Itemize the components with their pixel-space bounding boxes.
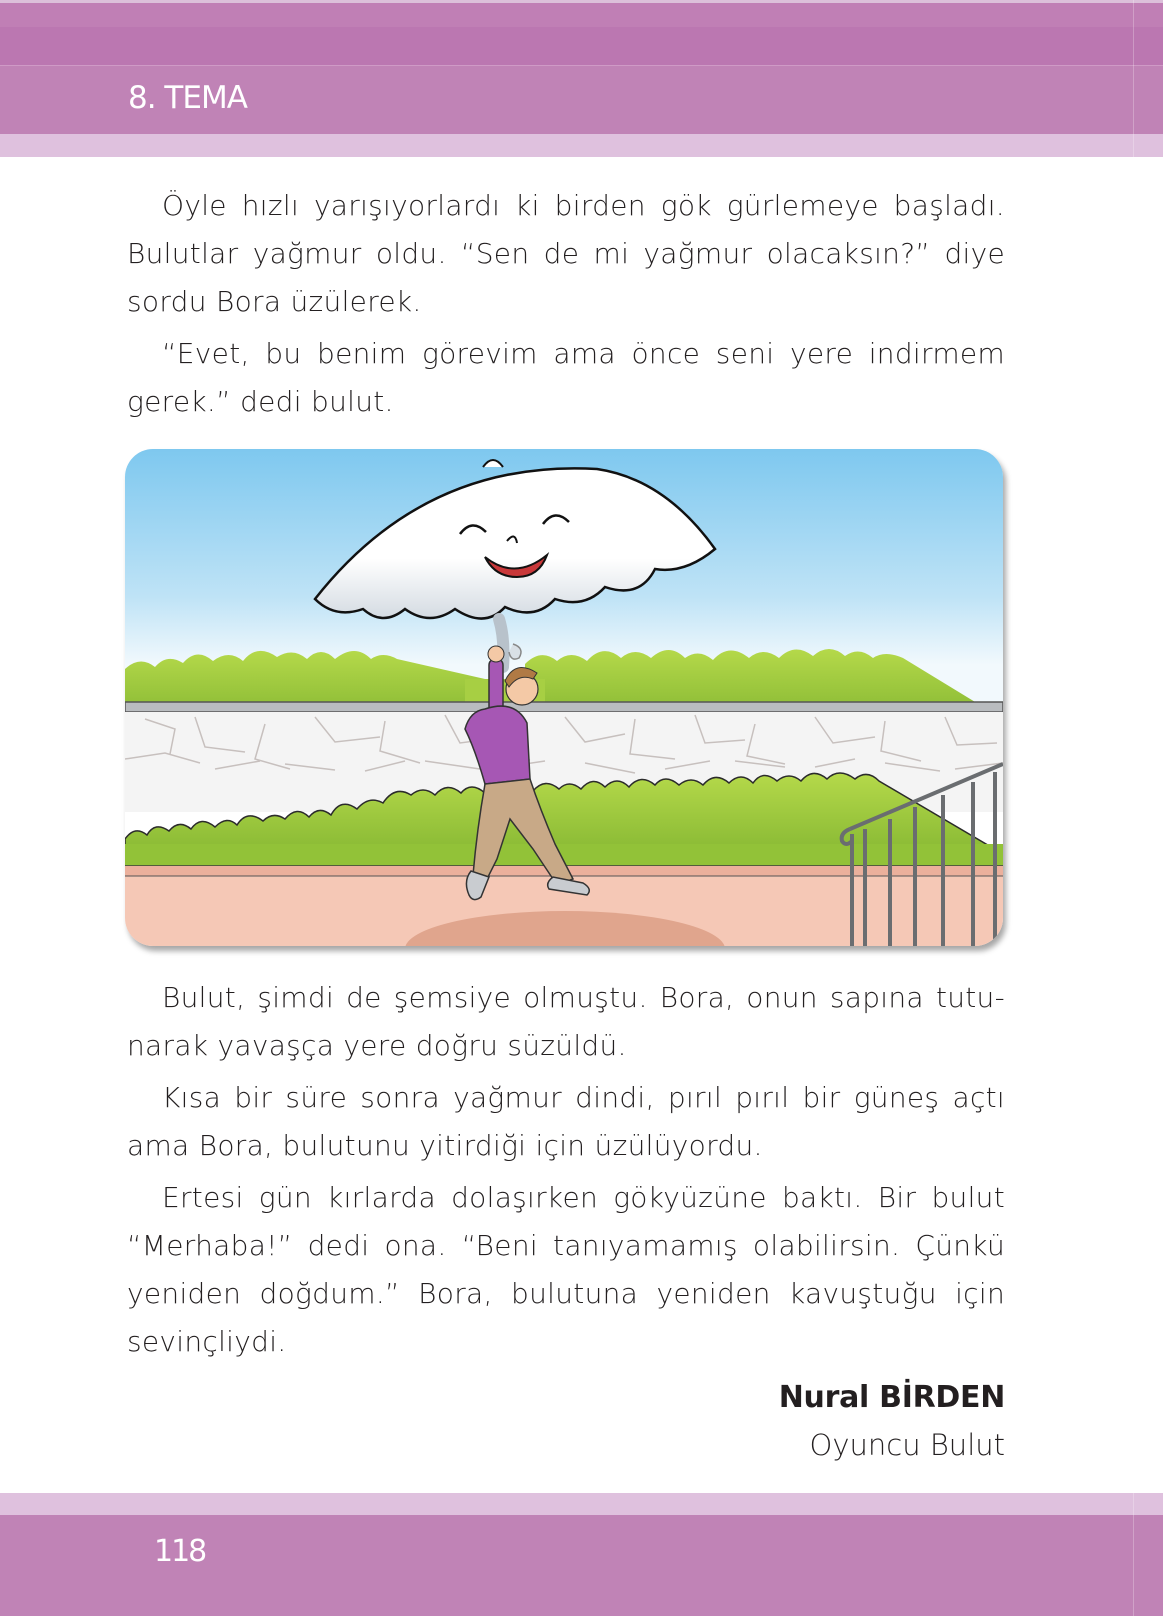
theme-title: 8. TEMA [128, 80, 247, 116]
footer-light-band [0, 1493, 1163, 1515]
story-paragraph: “Evet, bu benim görevim ama önce seni yere indirmem gerek.” dedi bulut. [127, 337, 1005, 418]
story-title: Oyuncu Bulut [809, 1428, 1005, 1462]
story-illustration [125, 449, 1003, 946]
header-band-2 [0, 27, 1163, 66]
header-light-band [0, 134, 1163, 157]
story-paragraph: Ertesi gün kırlarda dolaşırken gökyüzüne baktı. Bir bulut “Merhaba!” dedi ona. “Beni tanıyamamış olabilirsin. Çünkü yeniden doğdum.” Bora, bulutuna yeniden kavuştuğu için sevinçliydi. [127, 1181, 1005, 1358]
page-number: 118 [154, 1534, 206, 1569]
story-paragraph: Öyle hızlı yarışıyorlardı ki birden gök gürlemeye başladı. Bulutlar yağmur oldu. “Sen de mi yağmur olacaksın?” diye sordu Bora üzülerek. [127, 189, 1005, 318]
story-author: Nural BİRDEN [778, 1380, 1005, 1415]
story-text-bottom [127, 974, 1005, 1366]
story-text-top [127, 182, 1005, 426]
header-band-1 [0, 3, 1163, 27]
story-paragraph: Bulut, şimdi de şemsiye olmuştu. Bora, onun sapına tutu-narak yavaşça yere doğru süzüldü. [127, 981, 1005, 1062]
header-guide-line [1133, 0, 1134, 157]
story-paragraph: Kısa bir süre sonra yağmur dindi, pırıl pırıl bir güneş açtı ama Bora, bulutunu yitirdiği için üzülüyordu. [127, 1081, 1005, 1162]
footer-guide-line [1133, 1493, 1134, 1616]
wall-top [125, 702, 1003, 712]
